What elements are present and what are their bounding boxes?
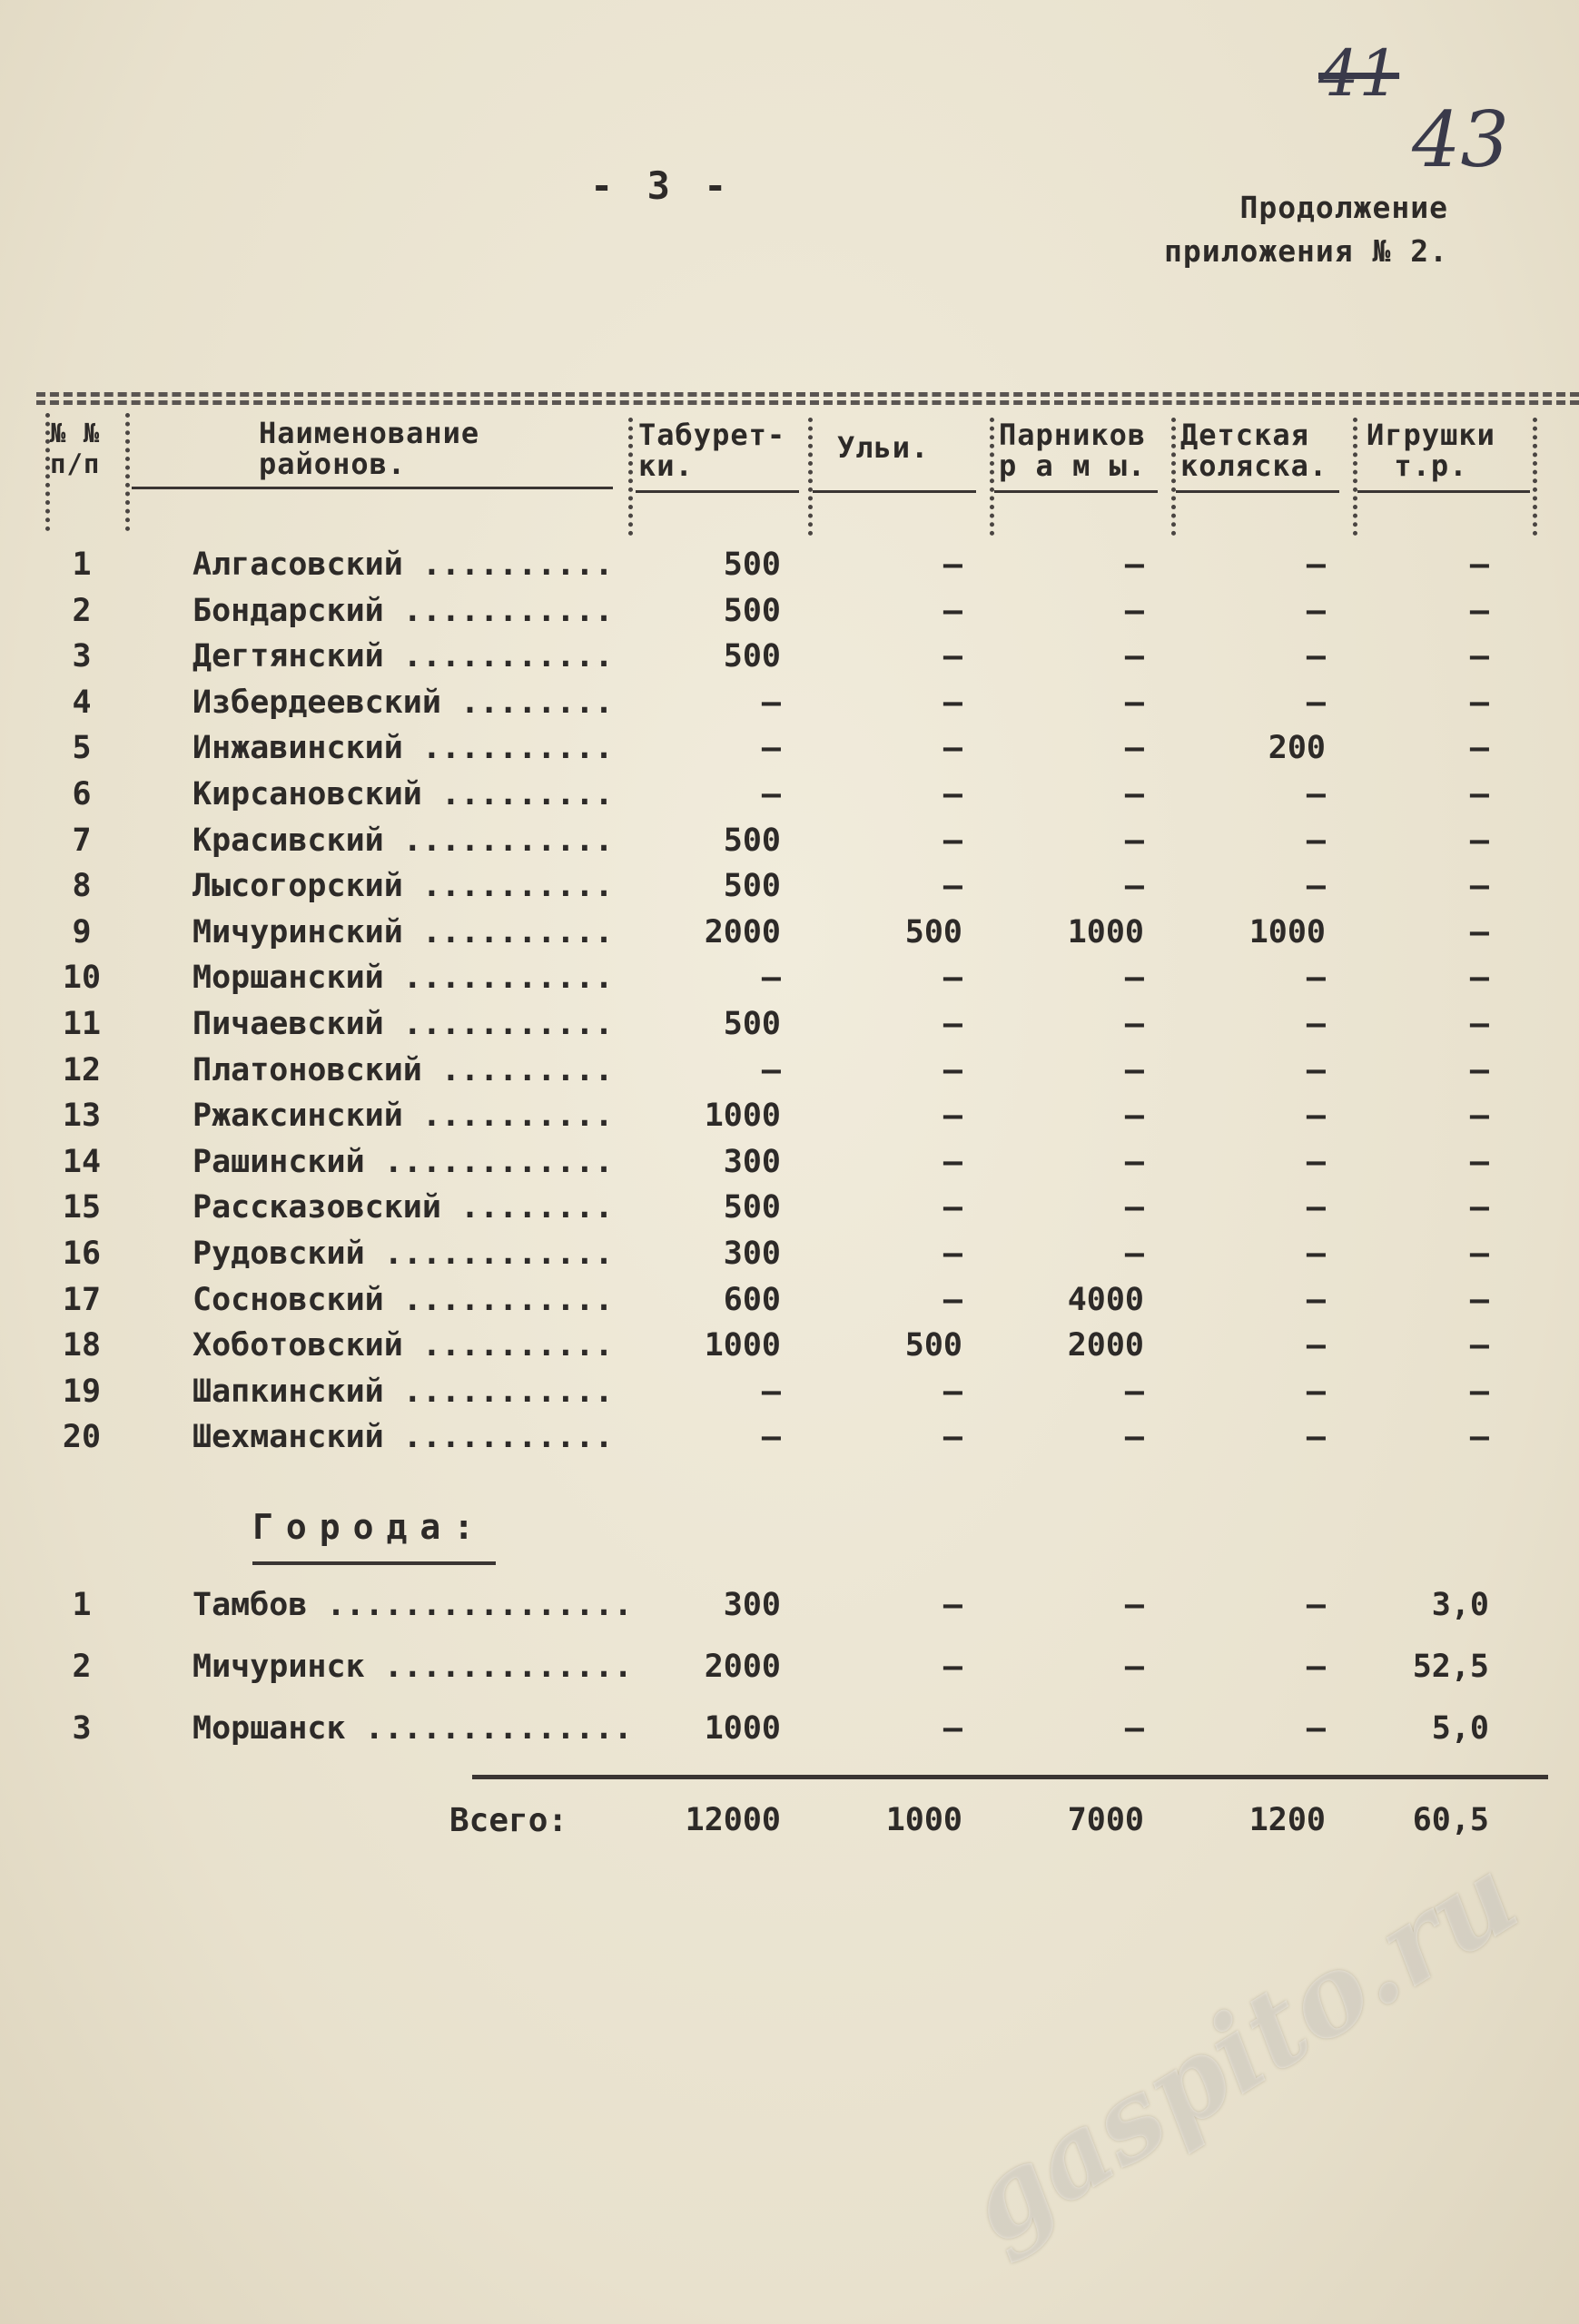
district-11-c5: – — [1469, 1006, 1489, 1042]
district-13-name: Ржаксинский .......... — [192, 1098, 614, 1135]
district-3-c1: 500 — [723, 638, 781, 675]
district-7-c5: – — [1469, 822, 1489, 859]
header-underline-c5 — [1357, 490, 1530, 493]
district-2-c2: – — [942, 592, 962, 629]
town-1-c2: – — [942, 1587, 962, 1623]
district-8-c5: – — [1469, 868, 1489, 905]
district-7-c2: – — [942, 822, 962, 859]
district-19-c5: – — [1469, 1373, 1489, 1410]
town-2-name: Мичуринск ............. — [192, 1649, 633, 1685]
district-19-c2: – — [942, 1373, 962, 1410]
district-17-c1: 600 — [723, 1281, 781, 1318]
district-18-c1: 1000 — [704, 1327, 781, 1364]
district-15-name: Рассказовский ........ — [192, 1189, 614, 1226]
header-underline-c4 — [1176, 490, 1339, 493]
district-5-c4: 200 — [1268, 730, 1326, 767]
district-2-c5: – — [1469, 592, 1489, 629]
district-4-c3: – — [1124, 684, 1144, 721]
district-5-c1: – — [761, 730, 781, 767]
district-16-c1: 300 — [723, 1236, 781, 1272]
district-12-c3: – — [1124, 1051, 1144, 1088]
district-13-c4: – — [1306, 1098, 1326, 1135]
district-14-name: Рашинский ............ — [192, 1143, 614, 1180]
district-7-c4: – — [1306, 822, 1326, 859]
continuation-line-2: приложения № 2. — [1163, 233, 1448, 269]
total-c2: 1000 — [885, 1802, 962, 1838]
district-3-n: 3 — [72, 638, 92, 675]
district-12-c1: – — [761, 1051, 781, 1088]
district-6-name: Кирсановский ......... — [192, 776, 614, 812]
district-14-c5: – — [1469, 1143, 1489, 1180]
town-2-c3: – — [1124, 1649, 1144, 1685]
district-16-n: 16 — [62, 1236, 102, 1272]
district-18-n: 18 — [62, 1327, 102, 1364]
col-header-c4: Детская коляска. — [1180, 418, 1328, 483]
district-10-c2: – — [942, 960, 962, 997]
total-c3: 7000 — [1067, 1802, 1144, 1838]
district-11-c4: – — [1306, 1006, 1326, 1042]
district-4-c2: – — [942, 684, 962, 721]
district-9-c1: 2000 — [704, 913, 781, 950]
col-header-c5: Игрушки т.р. — [1367, 418, 1495, 483]
district-3-c3: – — [1124, 638, 1144, 675]
district-14-c2: – — [942, 1143, 962, 1180]
district-16-c4: – — [1306, 1236, 1326, 1272]
district-5-c3: – — [1124, 730, 1144, 767]
town-3-c1: 1000 — [704, 1710, 781, 1747]
district-13-c2: – — [942, 1098, 962, 1135]
col-sep-5 — [1171, 418, 1176, 536]
district-4-c1: – — [761, 684, 781, 721]
district-9-c4: 1000 — [1248, 913, 1326, 950]
district-8-c3: – — [1124, 868, 1144, 905]
district-1-n: 1 — [72, 547, 92, 583]
district-15-c1: 500 — [723, 1189, 781, 1226]
col-sep-3 — [808, 418, 813, 536]
district-3-c5: – — [1469, 638, 1489, 675]
town-3-c5: 5,0 — [1431, 1710, 1489, 1747]
district-15-n: 15 — [62, 1189, 102, 1226]
header-underline-c1 — [636, 490, 799, 493]
district-2-c3: – — [1124, 592, 1144, 629]
district-5-n: 5 — [72, 730, 92, 767]
district-8-c1: 500 — [723, 868, 781, 905]
district-6-n: 6 — [72, 776, 92, 812]
district-20-c5: – — [1469, 1419, 1489, 1456]
district-4-n: 4 — [72, 684, 92, 721]
district-19-c4: – — [1306, 1373, 1326, 1410]
town-2-c5: 52,5 — [1412, 1649, 1489, 1685]
district-20-c4: – — [1306, 1419, 1326, 1456]
district-1-c5: – — [1469, 547, 1489, 583]
district-16-c2: – — [942, 1236, 962, 1272]
district-13-c1: 1000 — [704, 1098, 781, 1135]
district-20-c2: – — [942, 1419, 962, 1456]
col-sep-1 — [125, 413, 130, 531]
district-5-name: Инжавинский .......... — [192, 730, 614, 767]
district-17-name: Сосновский ........... — [192, 1281, 614, 1318]
district-7-c1: 500 — [723, 822, 781, 859]
header-underline-c3 — [994, 490, 1158, 493]
district-1-c2: – — [942, 547, 962, 583]
district-10-c5: – — [1469, 960, 1489, 997]
district-6-c5: – — [1469, 776, 1489, 812]
col-sep-7 — [1533, 418, 1537, 536]
district-17-c5: – — [1469, 1281, 1489, 1318]
district-13-n: 13 — [62, 1098, 102, 1135]
district-8-name: Лысогорский .......... — [192, 868, 614, 905]
district-20-c1: – — [761, 1419, 781, 1456]
archive-sheet-number-old: 41 — [1318, 36, 1400, 111]
district-12-c5: – — [1469, 1051, 1489, 1088]
total-c1: 12000 — [685, 1802, 781, 1838]
district-20-name: Шехманский ........... — [192, 1419, 614, 1456]
district-9-name: Мичуринский .......... — [192, 913, 614, 950]
town-1-c4: – — [1306, 1587, 1326, 1623]
district-14-n: 14 — [62, 1143, 102, 1180]
watermark: gaspito.ru — [944, 1831, 1540, 2270]
town-1-c1: 300 — [723, 1587, 781, 1623]
district-1-c3: – — [1124, 547, 1144, 583]
district-9-c5: – — [1469, 913, 1489, 950]
town-3-c3: – — [1124, 1710, 1144, 1747]
district-1-c4: – — [1306, 547, 1326, 583]
district-6-c3: – — [1124, 776, 1144, 812]
district-9-c2: 500 — [904, 913, 962, 950]
towns-heading-underline — [252, 1561, 496, 1565]
district-18-c4: – — [1306, 1327, 1326, 1364]
district-19-n: 19 — [62, 1373, 102, 1410]
district-7-name: Красивский ........... — [192, 822, 614, 859]
district-8-c2: – — [942, 868, 962, 905]
col-sep-2 — [628, 418, 633, 536]
district-4-c4: – — [1306, 684, 1326, 721]
district-17-c4: – — [1306, 1281, 1326, 1318]
district-14-c4: – — [1306, 1143, 1326, 1180]
district-16-c5: – — [1469, 1236, 1489, 1272]
col-header-c2: Ульи. — [837, 430, 930, 465]
district-13-c5: – — [1469, 1098, 1489, 1135]
district-10-c1: – — [761, 960, 781, 997]
town-2-n: 2 — [72, 1649, 92, 1685]
district-15-c5: – — [1469, 1189, 1489, 1226]
header-underline-name — [132, 487, 613, 489]
district-17-c2: – — [942, 1281, 962, 1318]
header-underline-c2 — [813, 490, 976, 493]
town-1-c5: 3,0 — [1431, 1587, 1489, 1623]
district-18-name: Хоботовский .......... — [192, 1327, 614, 1364]
district-9-c3: 1000 — [1067, 913, 1144, 950]
total-c5: 60,5 — [1412, 1802, 1489, 1838]
totals-label: Всего: — [449, 1802, 568, 1839]
district-11-c2: – — [942, 1006, 962, 1042]
town-2-c1: 2000 — [704, 1649, 781, 1685]
district-6-c1: – — [761, 776, 781, 812]
district-2-name: Бондарский ........... — [192, 592, 614, 629]
col-sep-6 — [1353, 418, 1357, 536]
district-19-name: Шапкинский ........... — [192, 1373, 614, 1410]
district-6-c4: – — [1306, 776, 1326, 812]
district-7-n: 7 — [72, 822, 92, 859]
district-3-c2: – — [942, 638, 962, 675]
totals-rule — [472, 1775, 1548, 1779]
district-5-c5: – — [1469, 730, 1489, 767]
district-19-c1: – — [761, 1373, 781, 1410]
total-c4: 1200 — [1248, 1802, 1326, 1838]
district-13-c3: – — [1124, 1098, 1144, 1135]
district-12-n: 12 — [62, 1051, 102, 1088]
district-10-name: Моршанский ........... — [192, 960, 614, 997]
district-11-name: Пичаевский ........... — [192, 1006, 614, 1042]
town-1-name: Тамбов ................ — [192, 1587, 633, 1623]
town-3-c4: – — [1306, 1710, 1326, 1747]
district-17-c3: 4000 — [1067, 1281, 1144, 1318]
col-header-name: Наименование районов. — [259, 416, 480, 481]
district-20-n: 20 — [62, 1419, 102, 1456]
district-5-c2: – — [942, 730, 962, 767]
district-18-c5: – — [1469, 1327, 1489, 1364]
district-20-c3: – — [1124, 1419, 1144, 1456]
district-16-name: Рудовский ............ — [192, 1236, 614, 1272]
district-11-n: 11 — [62, 1006, 102, 1042]
town-2-c4: – — [1306, 1649, 1326, 1685]
district-6-c2: – — [942, 776, 962, 812]
col-sep-4 — [990, 418, 994, 536]
district-9-n: 9 — [72, 913, 92, 950]
archive-sheet-number: 43 — [1412, 95, 1509, 184]
district-4-name: Избердеевский ........ — [192, 684, 614, 721]
district-2-c1: 500 — [723, 592, 781, 629]
district-4-c5: – — [1469, 684, 1489, 721]
district-15-c2: – — [942, 1189, 962, 1226]
district-12-c4: – — [1306, 1051, 1326, 1088]
towns-heading: Города: — [252, 1507, 488, 1547]
town-1-n: 1 — [72, 1587, 92, 1623]
district-18-c2: 500 — [904, 1327, 962, 1364]
district-12-c2: – — [942, 1051, 962, 1088]
district-16-c3: – — [1124, 1236, 1144, 1272]
town-3-name: Моршанск .............. — [192, 1710, 633, 1747]
district-10-n: 10 — [62, 960, 102, 997]
district-15-c3: – — [1124, 1189, 1144, 1226]
district-3-name: Дегтянский ........... — [192, 638, 614, 675]
district-14-c1: 300 — [723, 1143, 781, 1180]
district-3-c4: – — [1306, 638, 1326, 675]
district-7-c3: – — [1124, 822, 1144, 859]
district-1-name: Алгасовский .......... — [192, 547, 614, 583]
district-1-c1: 500 — [723, 547, 781, 583]
town-3-c2: – — [942, 1710, 962, 1747]
page-number: - 3 - — [590, 163, 733, 208]
district-12-name: Платоновский ......... — [192, 1051, 614, 1088]
district-11-c3: – — [1124, 1006, 1144, 1042]
district-8-c4: – — [1306, 868, 1326, 905]
col-header-c1: Табурет- ки. — [638, 418, 786, 483]
district-10-c4: – — [1306, 960, 1326, 997]
district-10-c3: – — [1124, 960, 1144, 997]
table-top-rule — [36, 392, 1579, 397]
district-2-n: 2 — [72, 592, 92, 629]
continuation-note — [1140, 186, 1448, 273]
district-18-c3: 2000 — [1067, 1327, 1144, 1364]
town-1-c3: – — [1124, 1587, 1144, 1623]
district-11-c1: 500 — [723, 1006, 781, 1042]
continuation-line-1: Продолжение — [1239, 190, 1448, 225]
district-14-c3: – — [1124, 1143, 1144, 1180]
col-header-c3: Парников р а м ы. — [999, 418, 1147, 483]
district-8-n: 8 — [72, 868, 92, 905]
district-17-n: 17 — [62, 1281, 102, 1318]
town-2-c2: – — [942, 1649, 962, 1685]
col-header-num: № № п/п — [50, 418, 101, 479]
table-top-rule-2 — [36, 400, 1579, 405]
town-3-n: 3 — [72, 1710, 92, 1747]
district-2-c4: – — [1306, 592, 1326, 629]
district-15-c4: – — [1306, 1189, 1326, 1226]
district-19-c3: – — [1124, 1373, 1144, 1410]
